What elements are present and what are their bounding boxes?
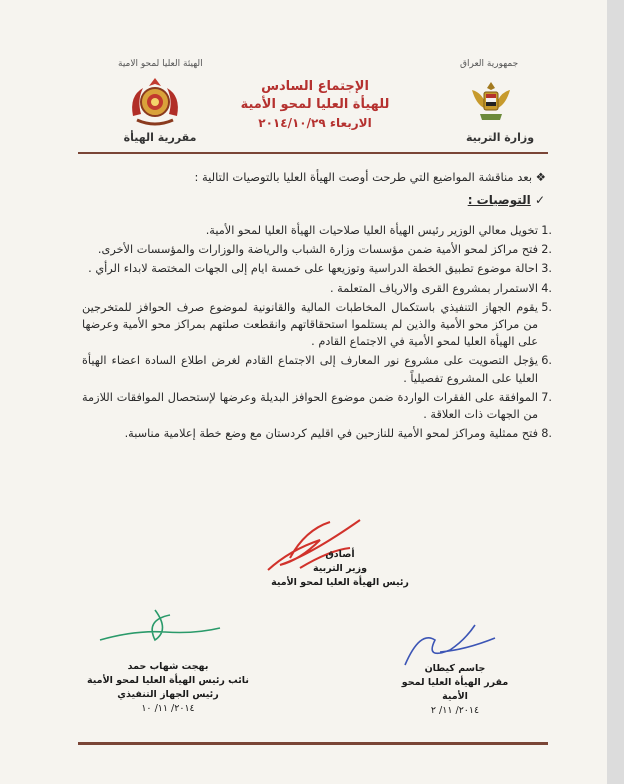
minister-role: رئيس الهيأة العليا لمحو الأمية [271,577,409,588]
list-item: .7 الموافقة على الفقرات الواردة ضمن موضوع الحوافز البديلة وعرضها لإستحصال الموافقات اللازمة من الجهات ذات العلاقة . [82,390,552,422]
top-right-cut-text: جمهورية العراق [460,59,519,69]
intro-text: بعد مناقشة المواضيع التي طرحت أوصت الهيأة العليا بالتوصيات التالية : [194,170,533,184]
header-divider [78,152,548,154]
list-item: .1 تخويل معالي الوزير رئيس الهيأة العليا صلاحيات الهيأة العليا لمحو الأمية. [205,224,552,237]
deputy-date: ٢٠١٤/ ١١/ ١٠ [141,703,195,714]
minister-title: وزير التربية [313,563,367,574]
meeting-header [215,78,415,132]
deputy-signature-icon [95,600,225,650]
authority-name: للهيأة العليا لمحو الأمية [240,97,390,112]
recommendations-title: التوصيات : [467,193,531,207]
ministry-label: وزارة التربية [465,131,535,144]
footer-divider [78,742,548,745]
rapporteur-role: مقرر الهيأة العليا لمحو الأمية [401,677,509,702]
page-edge [607,0,624,784]
deputy-signature-block [78,660,258,716]
rapporteur-signature-block [390,662,520,718]
iraq-eagle-emblem-icon [470,78,512,124]
top-left-cut-text: الهيئة العليا لمحو الامية [118,59,203,69]
list-item: .4 الاستمرار بمشروع القرى والارياف المتعلمة . [330,281,552,295]
deputy-role: نائب رئيس الهيأة العليا لمحو الأمية [87,675,249,686]
minister-signature-block [240,548,440,590]
list-item: .8 فتح ممثلية ومراكز لمحو الأمية للنازحين في اقليم كردستان مع وضع خطة إعلامية مناسبة. [124,427,552,441]
list-item: .5 يقوم الجهاز التنفيذي باستكمال المخاطبات المالية والقانونية لموضوع صرف الحوافز للمتخرجين من مراكز محو الأمية والذين لم يستلموا استحقاقاتهم وانقطعت صلتهم بمراكز محو الأمية وعرضها على الهيأة العليا لمحو الأمية في الاجتماع القادم . [82,300,552,349]
authority-label: مقررية الهيأة [123,131,197,144]
rapporteur-date: ٢٠١٤/ ١١/ ٢ [430,705,480,716]
approve-word: أصادق [325,549,355,560]
intro-paragraph [90,170,546,184]
deputy-name: بهجت شهاب حمد [127,661,209,672]
meeting-date: الاربعاء ٢٠١٤/١٠/٢٩ [258,116,372,130]
recommendations-heading [440,193,545,207]
executive-role: رئيس الجهاز التنفيذي [117,689,219,700]
list-item: .3 احالة موضوع تطبيق الخطة الدراسية وتوزيعها على خمسة ايام إلى الجهات المختصة لابداء الرأي . [88,262,552,276]
rapporteur-name: جاسم كيطان [424,663,486,674]
diamond-bullet-icon: ❖ [532,170,546,184]
meeting-title: الإجتماع السادس [261,79,369,94]
checkmark-icon: ✓ [530,193,545,207]
list-item: .6 يؤجل التصويت على مشروع نور المعارف إلى الاجتماع القادم لغرض اطلاع السادة اعضاء الهيأة العليا على المشروع تفصيلياً . [82,354,552,385]
list-item: .2 فتح مراكز لمحو الأمية ضمن مؤسسات وزارة الشباب والرياضة والوزارات والمؤسسات الأخرى. [97,243,552,257]
recommendations-list [82,222,552,444]
authority-logo-icon [125,76,185,128]
